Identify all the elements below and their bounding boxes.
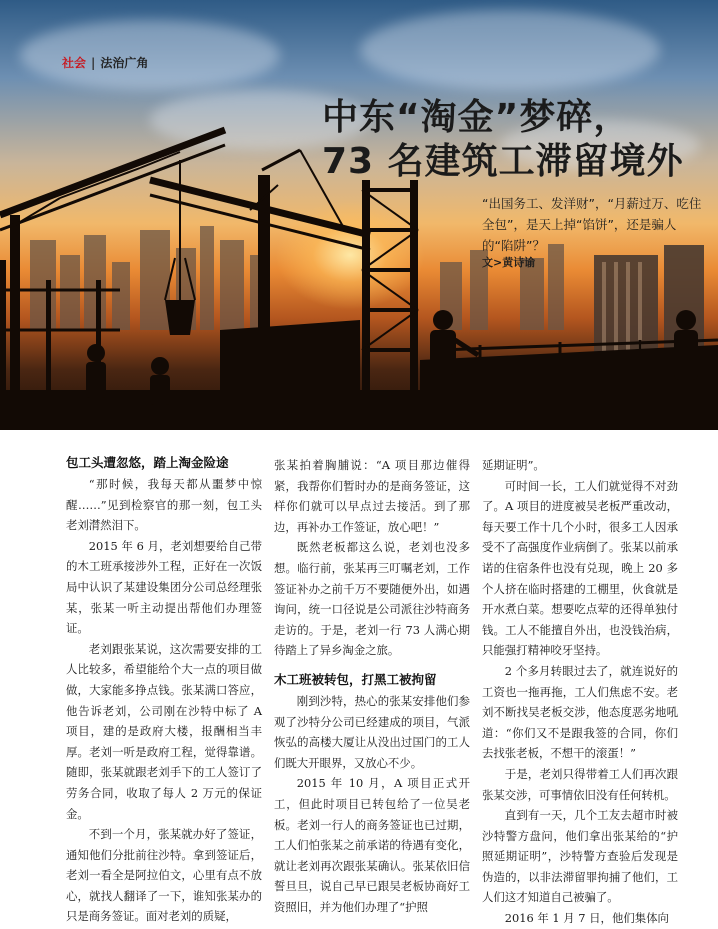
section-tag <box>62 54 148 71</box>
paragraph: 于是，老刘只得带着工人们再次跟张某交涉，可事情依旧没有任何转机。 <box>482 766 678 802</box>
paragraph: 2 个多月转眼过去了，就连说好的工资也一拖再拖，工人们焦虑不安。老刘不断找吴老板交涉，他态度恶劣地吼道：“你们又不是跟我签的合同，你们去找张老板，不想干的滚蛋！” <box>482 663 678 761</box>
paragraph: “那时候，我每天都从噩梦中惊醒……”见到检察官的那一刻，包工头老刘潸然泪下。 <box>66 477 262 533</box>
section-separator: | <box>91 56 96 70</box>
paragraph: 延期证明”。 <box>482 458 545 472</box>
text-column-3 <box>482 455 678 929</box>
title-line-2: 73 名建筑工滞留境外 <box>322 141 684 182</box>
article-author: 文>黄诗谕 <box>482 256 536 269</box>
text-column-1 <box>66 452 262 927</box>
paragraph: 2016 年 1 月 7 日，他们集体向 <box>504 911 669 926</box>
title-line-1: 中东“淘金”梦碎， <box>322 97 631 138</box>
section-label: 社会 <box>62 56 87 70</box>
section-heading-2: 木工班被转包，打黑工被拘留 <box>274 671 437 687</box>
paragraph: 刚到沙特，热心的张某安排他们参观了沙特分公司已经建成的项目，气派恢弘的高楼大厦让从没出过国门的工人们既大开眼界，又放心不少。 <box>274 693 470 770</box>
paragraph: 张某拍着胸脯说：“A 项目那边催得紧，我帮你们暂时办的是商务签证，这样你们就可以早点过去接活。到了那边，再补办工作签证，放心吧！” <box>274 458 470 534</box>
column-label: 法治广角 <box>100 56 149 70</box>
paragraph: 不到一个月，张某就办好了签证，通知他们分批前往沙特。拿到签证后，老刘一看全是阿拉伯文，心里有点不放心，就找人翻译了一下，谁知张某办的只是商务签证。面对老刘的质疑， <box>66 827 262 924</box>
section-heading-1: 包工头遭忽悠，踏上淘金险途 <box>66 455 229 470</box>
paragraph: 2015 年 6 月，老刘想要给自己带的木工班承接涉外工程，正好在一次饭局中认识了某建设集团分公司总经理张某，张某一听主动提出帮他们办理签证。 <box>66 538 262 636</box>
hero-photo <box>0 0 718 430</box>
paragraph: 既然老板都这么说，老刘也没多想。临行前，张某再三叮嘱老刘，工作签证补办之前千万不要随便外出，如遇询问，统一口径说是公司派往沙特商务走访的。于是，老刘一行 73 人满心期待踏上了异乡淘金之旅。 <box>274 540 470 658</box>
paragraph: 直到有一天，几个工友去超市时被沙特警方盘问，他们拿出张某给的“护照延期证明”，沙特警方查验后发现是伪造的，以非法滞留罪拘捕了他们，工人们这才知道自己被骗了。 <box>482 808 678 905</box>
paragraph: 老刘跟张某说，这次需要安排的工人比较多，希望能给个大一点的项目做做，大家能多挣点钱。张某满口答应，他告诉老刘，公司刚在沙特中标了 A 项目，建的是政府大楼，报酬相当丰厚。老刘一听是政府工程，觉得靠谱。随即，张某就跟老刘手下的工人签订了劳务合同，收取了每人 2 万元的保证金。 <box>66 641 262 821</box>
article-subtitle: “出国务工、发洋财”，“月薪过万、吃住全包”，是天上掉“馅饼”，还是骗人的“陷阱”？ <box>482 196 702 253</box>
text-column-2 <box>274 455 470 917</box>
paragraph: 2015 年 10 月，A 项目正式开工，但此时项目已转包给了一位吴老板。老刘一行人的商务签证也已过期，工人们怕张某之前承诺的待遇有变化，就让老刘再次跟张某确认。张某依旧信誓旦旦，说自己早已跟吴老板协商好工资照旧，并为他们办理了“护照 <box>274 776 470 914</box>
paragraph: 可时间一长，工人们就觉得不对劲了。A 项目的进度被吴老板严重改动，每天要工作十几个小时，很多工人因承受不了高强度作业病倒了。张某以前承诺的住宿条件也没有兑现，晚上 20 多个人挤在临时搭建的工棚里，伙食就是开水煮白菜。想要吃点荤的还得单独付钱。工人不能擅自外出，也没钱治病，只能强打精神咬牙坚持。 <box>482 478 678 658</box>
article-title <box>322 96 684 184</box>
